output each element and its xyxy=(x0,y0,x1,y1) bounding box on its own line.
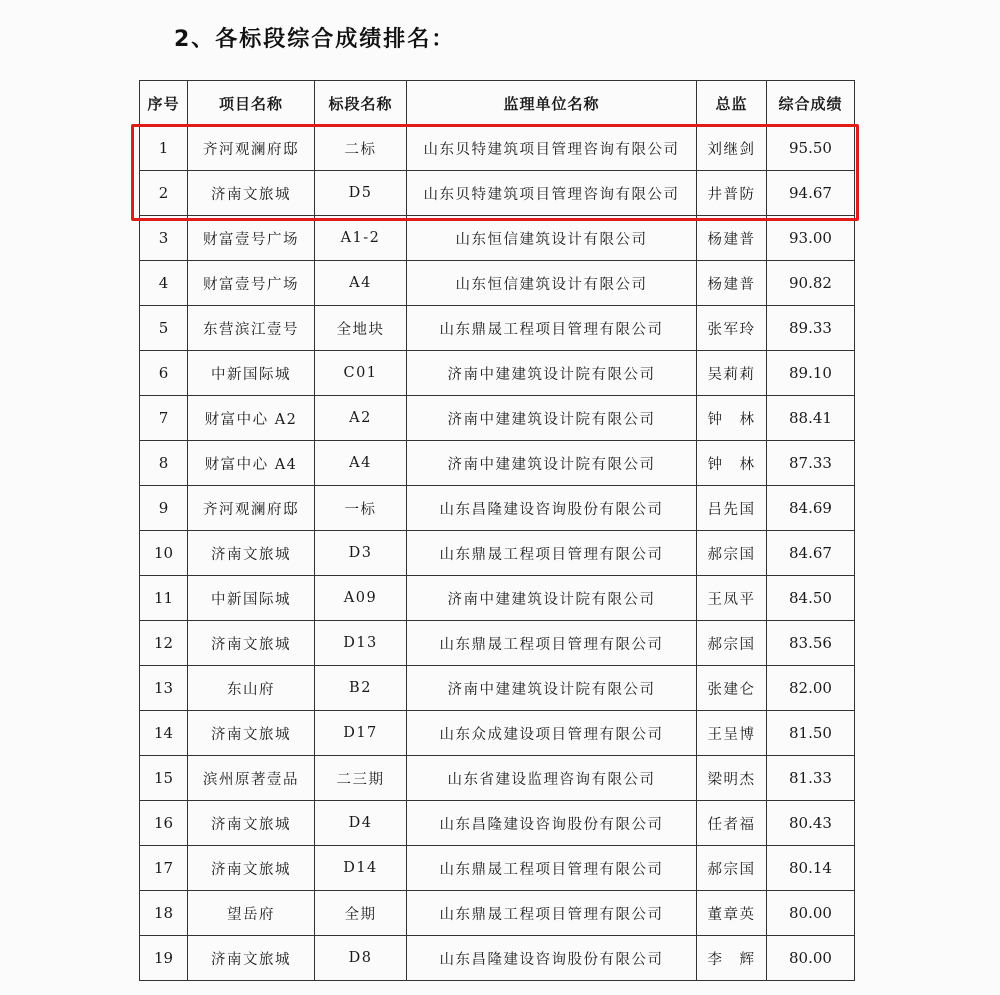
table-row xyxy=(140,756,855,801)
score-cell: 90.82 xyxy=(767,261,855,306)
score-cell: 88.41 xyxy=(767,396,855,441)
supervisor-company-cell: 山东恒信建筑设计有限公司 xyxy=(407,216,697,261)
serial-cell: 19 xyxy=(140,936,188,981)
section-heading: 2、各标段综合成绩排名： xyxy=(174,27,456,52)
chief-supervisor-cell: 杨建普 xyxy=(697,261,767,306)
chief-supervisor-cell: 郝宗国 xyxy=(697,531,767,576)
serial-cell: 13 xyxy=(140,666,188,711)
chief-supervisor-cell: 郝宗国 xyxy=(697,846,767,891)
project-name-cell: 财富壹号广场 xyxy=(188,261,315,306)
supervisor-company-cell: 山东贝特建筑项目管理咨询有限公司 xyxy=(407,171,697,216)
section-name-cell: D4 xyxy=(315,801,407,846)
supervisor-company-cell: 山东鼎晟工程项目管理有限公司 xyxy=(407,891,697,936)
score-cell: 82.00 xyxy=(767,666,855,711)
serial-cell: 10 xyxy=(140,531,188,576)
chief-supervisor-cell: 任者福 xyxy=(697,801,767,846)
serial-cell: 18 xyxy=(140,891,188,936)
supervisor-company-cell: 济南中建建筑设计院有限公司 xyxy=(407,441,697,486)
project-name-cell: 济南文旅城 xyxy=(188,621,315,666)
chief-supervisor-cell: 钟 林 xyxy=(697,441,767,486)
table-row xyxy=(140,306,855,351)
project-name-cell: 济南文旅城 xyxy=(188,531,315,576)
score-cell: 89.33 xyxy=(767,306,855,351)
score-cell: 93.00 xyxy=(767,216,855,261)
table-row xyxy=(140,486,855,531)
table-row xyxy=(140,216,855,261)
project-name-cell: 望岳府 xyxy=(188,891,315,936)
section-name-cell: D3 xyxy=(315,531,407,576)
project-name-cell: 齐河观澜府邸 xyxy=(188,486,315,531)
serial-cell: 9 xyxy=(140,486,188,531)
score-cell: 95.50 xyxy=(767,126,855,171)
table-row xyxy=(140,351,855,396)
supervisor-company-cell: 山东鼎晟工程项目管理有限公司 xyxy=(407,306,697,351)
project-name-cell: 财富中心 A2 xyxy=(188,396,315,441)
serial-cell: 11 xyxy=(140,576,188,621)
project-name-cell: 东营滨江壹号 xyxy=(188,306,315,351)
table-row xyxy=(140,846,855,891)
chief-supervisor-cell: 王凤平 xyxy=(697,576,767,621)
project-name-cell: 济南文旅城 xyxy=(188,801,315,846)
chief-supervisor-cell: 杨建普 xyxy=(697,216,767,261)
serial-cell: 7 xyxy=(140,396,188,441)
score-cell: 87.33 xyxy=(767,441,855,486)
project-name-cell: 济南文旅城 xyxy=(188,171,315,216)
chief-supervisor-cell: 梁明杰 xyxy=(697,756,767,801)
ranking-table xyxy=(139,80,855,981)
project-name-cell: 财富中心 A4 xyxy=(188,441,315,486)
table-row xyxy=(140,891,855,936)
chief-supervisor-cell: 钟 林 xyxy=(697,396,767,441)
serial-cell: 12 xyxy=(140,621,188,666)
supervisor-company-cell: 济南中建建筑设计院有限公司 xyxy=(407,576,697,621)
serial-cell: 8 xyxy=(140,441,188,486)
table-row xyxy=(140,711,855,756)
score-cell: 80.00 xyxy=(767,891,855,936)
chief-supervisor-cell: 李 辉 xyxy=(697,936,767,981)
section-name-cell: D14 xyxy=(315,846,407,891)
table-row xyxy=(140,261,855,306)
score-cell: 94.67 xyxy=(767,171,855,216)
chief-supervisor-cell: 张建仑 xyxy=(697,666,767,711)
serial-cell: 6 xyxy=(140,351,188,396)
project-name-cell: 中新国际城 xyxy=(188,576,315,621)
score-cell: 80.00 xyxy=(767,936,855,981)
table-row xyxy=(140,396,855,441)
supervisor-company-cell: 山东昌隆建设咨询股份有限公司 xyxy=(407,936,697,981)
score-cell: 80.14 xyxy=(767,846,855,891)
supervisor-company-cell: 济南中建建筑设计院有限公司 xyxy=(407,396,697,441)
section-name-cell: 二标 xyxy=(315,126,407,171)
score-cell: 83.56 xyxy=(767,621,855,666)
header-project-name: 项目名称 xyxy=(188,81,315,126)
header-section-name: 标段名称 xyxy=(315,81,407,126)
project-name-cell: 东山府 xyxy=(188,666,315,711)
section-name-cell: 一标 xyxy=(315,486,407,531)
serial-cell: 5 xyxy=(140,306,188,351)
header-serial: 序号 xyxy=(140,81,188,126)
chief-supervisor-cell: 井普防 xyxy=(697,171,767,216)
supervisor-company-cell: 山东鼎晟工程项目管理有限公司 xyxy=(407,621,697,666)
supervisor-company-cell: 山东昌隆建设咨询股份有限公司 xyxy=(407,486,697,531)
section-name-cell: B2 xyxy=(315,666,407,711)
section-name-cell: 全期 xyxy=(315,891,407,936)
section-name-cell: D8 xyxy=(315,936,407,981)
supervisor-company-cell: 山东鼎晟工程项目管理有限公司 xyxy=(407,531,697,576)
section-name-cell: 全地块 xyxy=(315,306,407,351)
project-name-cell: 财富壹号广场 xyxy=(188,216,315,261)
section-name-cell: D17 xyxy=(315,711,407,756)
score-cell: 84.67 xyxy=(767,531,855,576)
section-name-cell: 二三期 xyxy=(315,756,407,801)
score-cell: 84.50 xyxy=(767,576,855,621)
chief-supervisor-cell: 董章英 xyxy=(697,891,767,936)
supervisor-company-cell: 山东众成建设项目管理有限公司 xyxy=(407,711,697,756)
project-name-cell: 齐河观澜府邸 xyxy=(188,126,315,171)
supervisor-company-cell: 济南中建建筑设计院有限公司 xyxy=(407,666,697,711)
serial-cell: 17 xyxy=(140,846,188,891)
table-row xyxy=(140,801,855,846)
header-supervisor-company: 监理单位名称 xyxy=(407,81,697,126)
serial-cell: 16 xyxy=(140,801,188,846)
project-name-cell: 滨州原著壹品 xyxy=(188,756,315,801)
section-name-cell: D13 xyxy=(315,621,407,666)
supervisor-company-cell: 山东贝特建筑项目管理咨询有限公司 xyxy=(407,126,697,171)
score-cell: 81.33 xyxy=(767,756,855,801)
serial-cell: 3 xyxy=(140,216,188,261)
section-name-cell: A09 xyxy=(315,576,407,621)
project-name-cell: 济南文旅城 xyxy=(188,936,315,981)
section-name-cell: C01 xyxy=(315,351,407,396)
table-row xyxy=(140,441,855,486)
table-header-row xyxy=(140,81,855,126)
table-row xyxy=(140,171,855,216)
table-row xyxy=(140,531,855,576)
chief-supervisor-cell: 郝宗国 xyxy=(697,621,767,666)
project-name-cell: 济南文旅城 xyxy=(188,711,315,756)
chief-supervisor-cell: 吕先国 xyxy=(697,486,767,531)
serial-cell: 14 xyxy=(140,711,188,756)
serial-cell: 4 xyxy=(140,261,188,306)
header-chief-supervisor: 总监 xyxy=(697,81,767,126)
chief-supervisor-cell: 王呈博 xyxy=(697,711,767,756)
supervisor-company-cell: 济南中建建筑设计院有限公司 xyxy=(407,351,697,396)
score-cell: 84.69 xyxy=(767,486,855,531)
project-name-cell: 中新国际城 xyxy=(188,351,315,396)
supervisor-company-cell: 山东恒信建筑设计有限公司 xyxy=(407,261,697,306)
supervisor-company-cell: 山东昌隆建设咨询股份有限公司 xyxy=(407,801,697,846)
score-cell: 80.43 xyxy=(767,801,855,846)
supervisor-company-cell: 山东省建设监理咨询有限公司 xyxy=(407,756,697,801)
section-name-cell: A4 xyxy=(315,261,407,306)
table-row xyxy=(140,576,855,621)
project-name-cell: 济南文旅城 xyxy=(188,846,315,891)
header-overall-score: 综合成绩 xyxy=(767,81,855,126)
score-cell: 89.10 xyxy=(767,351,855,396)
table-row xyxy=(140,936,855,981)
serial-cell: 15 xyxy=(140,756,188,801)
section-name-cell: D5 xyxy=(315,171,407,216)
table-row xyxy=(140,621,855,666)
section-name-cell: A4 xyxy=(315,441,407,486)
serial-cell: 2 xyxy=(140,171,188,216)
chief-supervisor-cell: 刘继剑 xyxy=(697,126,767,171)
supervisor-company-cell: 山东鼎晟工程项目管理有限公司 xyxy=(407,846,697,891)
score-cell: 81.50 xyxy=(767,711,855,756)
chief-supervisor-cell: 张军玲 xyxy=(697,306,767,351)
table-row xyxy=(140,126,855,171)
table-row xyxy=(140,666,855,711)
chief-supervisor-cell: 吴莉莉 xyxy=(697,351,767,396)
section-name-cell: A2 xyxy=(315,396,407,441)
section-name-cell: A1-2 xyxy=(315,216,407,261)
serial-cell: 1 xyxy=(140,126,188,171)
